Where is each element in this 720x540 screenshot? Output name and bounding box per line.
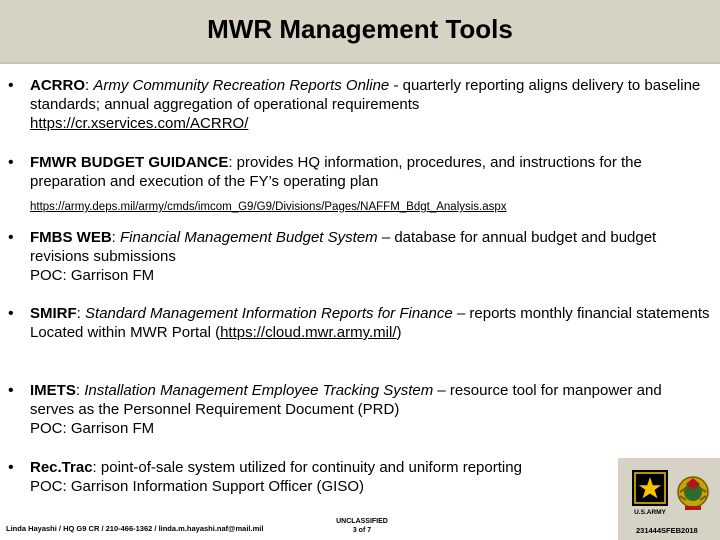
item-description: provides HQ information, procedures, and instructions for the preparation and execution of the FY’s operating plan xyxy=(30,154,642,190)
bullet-icon: • xyxy=(8,154,14,171)
page-number: 3 of 7 xyxy=(352,527,372,534)
item-fullname: Financial Management Budget System xyxy=(120,229,378,246)
item-description: – database for annual budget and budget revisions submissions xyxy=(30,229,657,265)
bullet-icon: • xyxy=(8,382,14,399)
item-sep: : xyxy=(85,77,94,94)
slide-title: MWR Management Tools xyxy=(207,14,513,44)
bullet-icon: • xyxy=(8,459,14,476)
item-location: Located within MWR Portal ( xyxy=(30,324,221,341)
item-description: point-of-sale system utilized for continuity and uniform reporting xyxy=(100,459,522,476)
item-sep: : xyxy=(76,305,86,322)
item-description: – reports monthly financial statements xyxy=(452,305,710,322)
footer-classification xyxy=(322,517,402,535)
item-sep: : xyxy=(111,229,121,246)
item-description: – resource tool for manpower and serves as the Personnel Requirement Document (PRD) xyxy=(30,382,662,418)
item-sep: : xyxy=(92,459,101,476)
acrro-link[interactable]: https://cr.xservices.com/ACRRO/ xyxy=(30,115,249,132)
footer-dtg: 231444SFEB2018 xyxy=(636,526,698,535)
bullet-icon: • xyxy=(8,305,14,322)
item-term: FMBS WEB xyxy=(30,229,112,246)
item-poc: POC: Garrison FM xyxy=(30,267,155,284)
mwr-portal-link[interactable]: https://cloud.mwr.army.mil/ xyxy=(220,324,397,341)
item-location-suffix: ) xyxy=(396,324,402,341)
army-star-logo-icon xyxy=(632,470,668,516)
bullet-icon: • xyxy=(8,229,14,246)
item-fullname: Installation Management Employee Tracking System xyxy=(84,382,434,399)
item-poc: POC: Garrison Information Support Officer (GISO) xyxy=(30,478,364,495)
bullet-icon: • xyxy=(8,77,14,94)
item-fullname: Army Community Recreation Reports Online xyxy=(93,77,390,94)
item-term: FMWR BUDGET GUIDANCE xyxy=(30,154,229,171)
item-sep: : xyxy=(75,382,85,399)
budget-guidance-link[interactable]: https://army.deps.mil/army/cmds/imcom_G9/G9/Divisions/Pages/NAFFM_Bdgt_Analysis.aspx xyxy=(30,201,507,213)
item-poc: POC: Garrison FM xyxy=(30,420,155,437)
classification-label: UNCLASSIFIED xyxy=(336,518,388,525)
item-term: ACRRO xyxy=(30,77,85,94)
footer-contact: Linda Hayashi / HQ G9 CR / 210-466-1362 / linda.m.hayashi.naf@mail.mil xyxy=(6,524,264,533)
item-term: Rec.Trac xyxy=(30,459,93,476)
army-logo-text: U.S.ARMY xyxy=(634,509,666,516)
item-term: IMETS xyxy=(30,382,76,399)
imcom-crest-icon xyxy=(674,470,712,516)
item-sep: : xyxy=(228,154,237,171)
item-fullname: Standard Management Information Reports for Finance xyxy=(85,305,453,322)
item-term: SMIRF xyxy=(30,305,77,322)
item-description: - quarterly reporting aligns delivery to baseline standards; annual aggregation of operational requirements xyxy=(30,77,701,113)
